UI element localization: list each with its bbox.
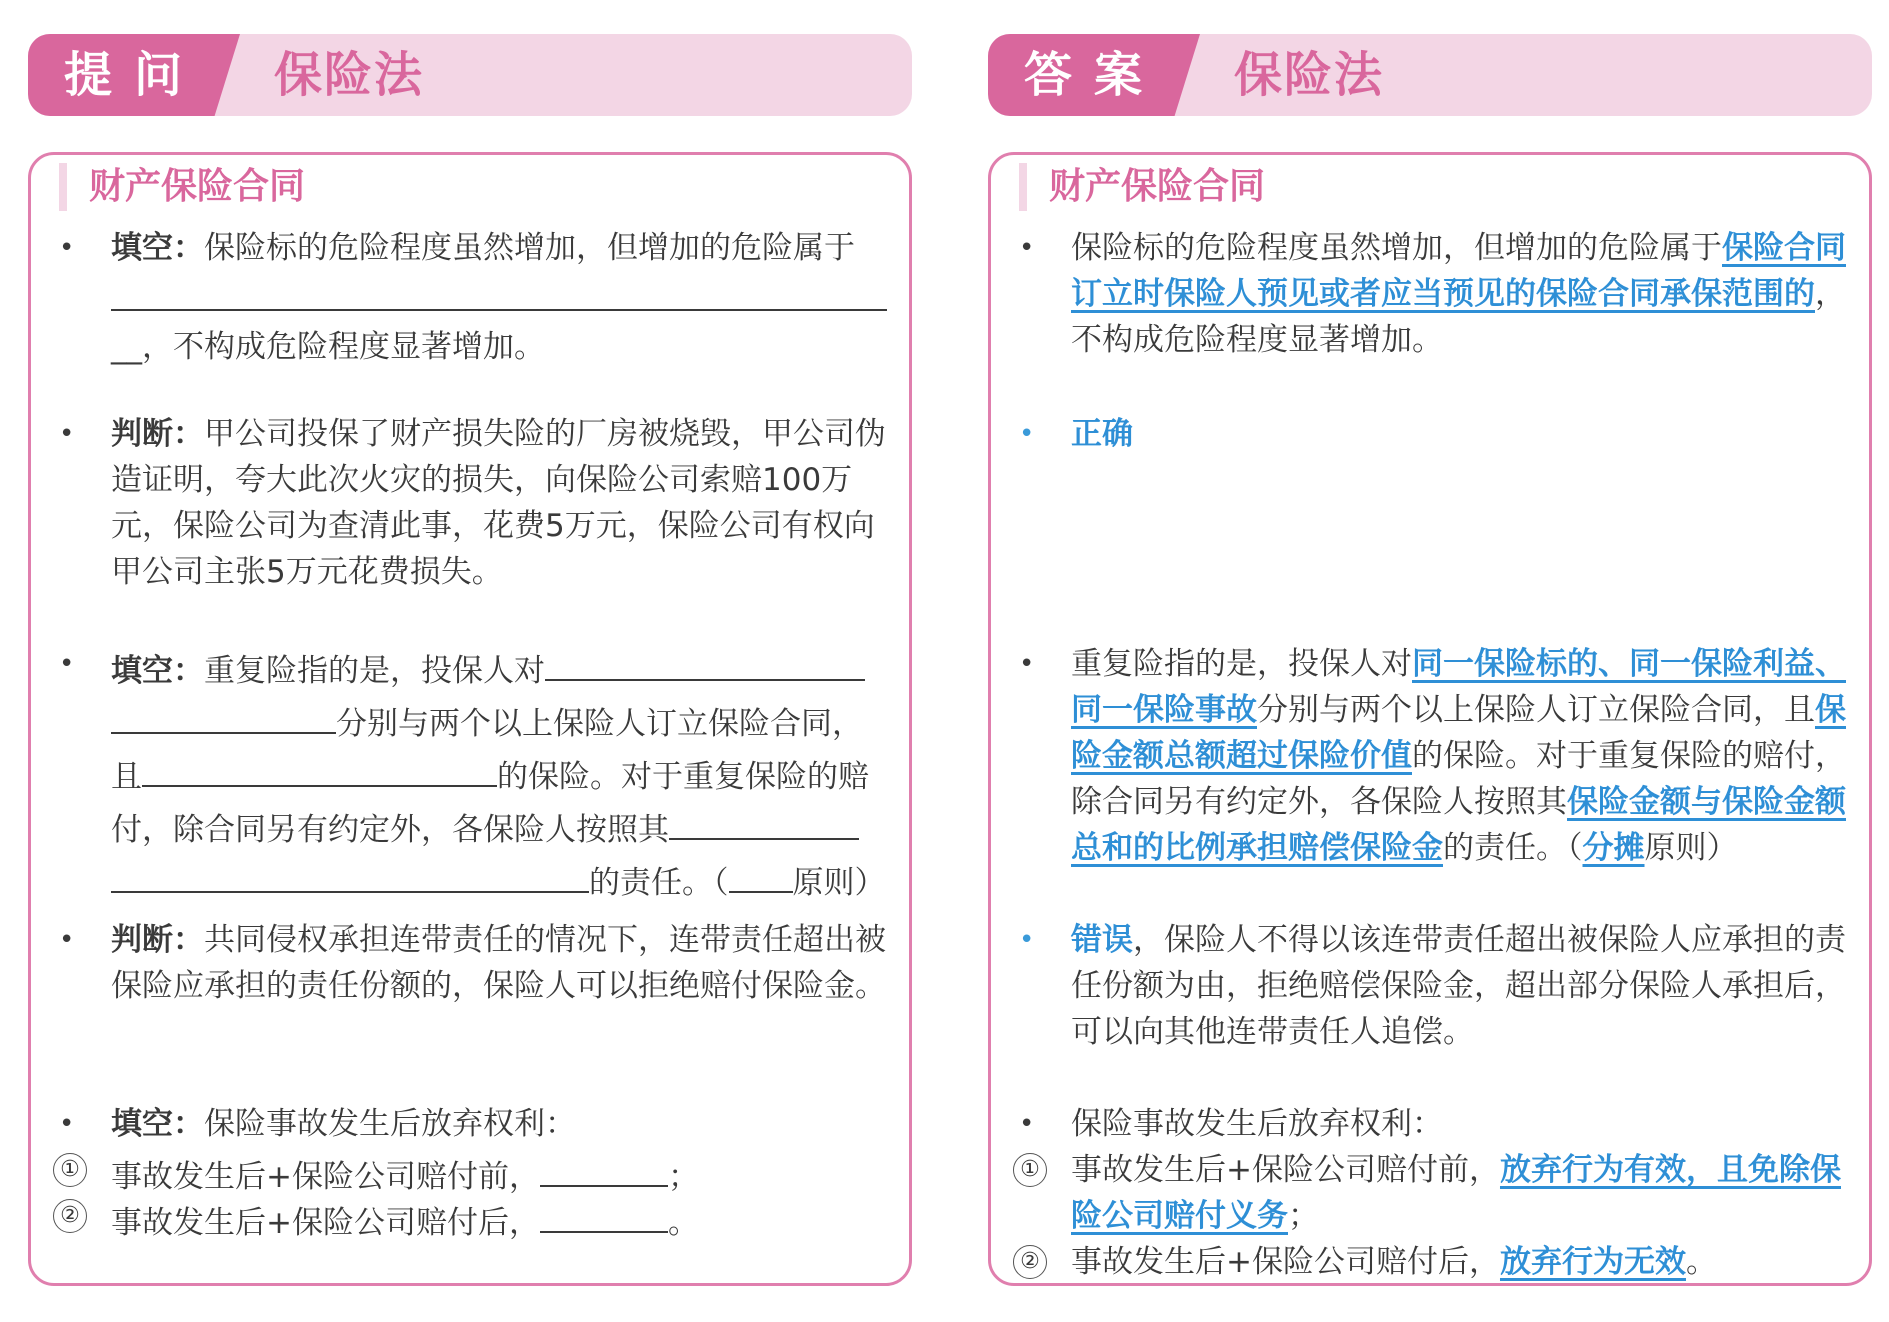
question-card	[28, 152, 912, 1286]
answer-text: ，保险人不得以该连带责任超出被保险人应承担的责任份额为由，拒绝赔偿保险金，超出部分保险人承担后，可以向其他连带责任人追偿。	[1071, 922, 1846, 1050]
question-3	[59, 641, 901, 906]
fill-blank	[729, 853, 793, 893]
header-title: 保险法	[1234, 47, 1385, 103]
bullet: •	[1019, 233, 1035, 263]
answer-5-sub-1	[1020, 1147, 1861, 1239]
question-type-label: 填空：	[111, 653, 204, 689]
bullet: •	[1019, 649, 1035, 679]
circled-number: ②	[1013, 1245, 1047, 1279]
fill-blank	[540, 1147, 668, 1187]
bullet: •	[1019, 925, 1035, 955]
question-text: 的保险。对于重复保险的赔付，除合同另有约定外，各保险人按照其	[111, 759, 869, 848]
answer-highlight: 保险合同订立时保险人预见或者应当预见的保险合同承保范围的	[1071, 230, 1846, 312]
question-text: 分别与两个以上保险人订立保险合同，	[336, 706, 863, 742]
section-title: 财产保险合同	[1019, 163, 1265, 211]
circled-number: ①	[53, 1153, 87, 1187]
answer-text: ，不构成危险程度显著增加。	[1071, 276, 1846, 358]
answer-highlight: 分摊	[1582, 830, 1645, 866]
question-1	[59, 225, 901, 370]
section-title: 财产保险合同	[59, 163, 305, 211]
fill-blank	[111, 271, 887, 311]
question-text: 保险标的危险程度虽然增加，但增加的危险属于	[204, 230, 855, 266]
bullet: •	[59, 419, 75, 449]
question-header	[28, 34, 912, 116]
answer-1	[1019, 225, 1861, 363]
answer-highlight: 保险金额总额超过保险价值	[1071, 692, 1846, 774]
circled-number: ②	[53, 1199, 87, 1233]
answer-card	[988, 152, 1872, 1286]
fill-blank	[669, 800, 859, 840]
fill-blank	[111, 694, 336, 734]
answer-text: 事故发生后+保险公司赔付前，	[1071, 1152, 1500, 1188]
bullet: •	[59, 233, 75, 263]
header-title: 保险法	[274, 47, 425, 103]
question-text: 重复险指的是，投保人对	[204, 653, 545, 689]
question-text: ；	[667, 1159, 699, 1195]
answer-highlight: 放弃行为无效	[1499, 1244, 1686, 1280]
bullet: •	[59, 925, 75, 955]
answer-panel	[988, 34, 1872, 1286]
circled-number: ①	[1013, 1153, 1047, 1187]
answer-3	[1019, 641, 1861, 871]
answer-header	[988, 34, 1872, 116]
question-type-label: 填空：	[111, 1106, 204, 1142]
answer-text: 重复险指的是，投保人对	[1071, 646, 1412, 682]
question-type-label: 填空：	[111, 230, 204, 266]
question-4	[59, 917, 901, 1009]
answer-text: ；	[1288, 1198, 1319, 1234]
verdict: 错误	[1071, 922, 1133, 958]
fill-blank	[111, 853, 589, 893]
answer-5-sub-2	[1020, 1239, 1861, 1285]
answer-4	[1019, 917, 1861, 1055]
answer-text: 分别与两个以上保险人订立保险合同，且	[1257, 692, 1815, 728]
bullet: •	[1019, 419, 1035, 449]
bullet: •	[59, 1109, 75, 1139]
header-tag-text: 提问	[64, 47, 205, 103]
answer-text: 原则）	[1644, 830, 1738, 866]
answer-highlight: 保险金额与保险金额总和的比例承担赔偿保险金	[1071, 784, 1846, 866]
bullet: •	[1019, 1109, 1035, 1139]
question-text: 共同侵权承担连带责任的情况下，连带责任超出被保险应承担的责任份额的，保险人可以拒绝赔付保险金。	[111, 922, 886, 1004]
answer-text: 保险事故发生后放弃权利：	[1071, 1106, 1443, 1142]
header-tag-text: 答案	[1024, 47, 1165, 103]
question-text: 保险事故发生后放弃权利：	[204, 1106, 576, 1142]
question-text: 的责任。（	[589, 865, 729, 901]
question-text: 甲公司投保了财产损失险的厂房被烧毁，甲公司伪造证明，夸大此次火灾的损失，向保险公司索赔100万元，保险公司为查清此事，花费5万元，保险公司有权向甲公司主张5万元花费损失。	[111, 416, 886, 590]
answer-highlight: 同一保险标的、同一保险利益、同一保险事故	[1071, 646, 1846, 728]
bullet: •	[59, 649, 75, 679]
question-type-label: 判断：	[111, 416, 204, 452]
question-5-sub-2	[60, 1193, 901, 1246]
question-text: 且	[111, 759, 142, 795]
question-text: 事故发生后+保险公司赔付前，	[111, 1159, 540, 1195]
fill-blank	[540, 1193, 668, 1233]
question-type-label: 判断：	[111, 922, 204, 958]
answer-text: 。	[1685, 1244, 1717, 1280]
answer-5	[1019, 1101, 1861, 1147]
question-2	[59, 411, 901, 595]
answer-text: 的责任。（	[1443, 830, 1583, 866]
question-panel	[28, 34, 912, 1286]
answer-text: 事故发生后+保险公司赔付后，	[1071, 1244, 1500, 1280]
verdict: 正确	[1071, 416, 1133, 452]
answer-highlight: 放弃行为有效，且免除保险公司赔付义务	[1071, 1152, 1841, 1234]
question-5	[59, 1101, 901, 1147]
answer-text: 保险标的危险程度虽然增加，但增加的危险属于	[1071, 230, 1722, 266]
question-text: __，不构成危险程度显著增加。	[111, 329, 545, 365]
answer-text: 的保险。对于重复保险的赔付，除合同另有约定外，各保险人按照其	[1071, 738, 1846, 820]
question-text: 原则）	[792, 865, 886, 901]
question-text: 。	[667, 1205, 699, 1241]
answer-2	[1019, 411, 1861, 457]
question-text: 事故发生后+保险公司赔付后，	[111, 1205, 540, 1241]
fill-blank	[545, 641, 865, 681]
fill-blank	[142, 747, 497, 787]
